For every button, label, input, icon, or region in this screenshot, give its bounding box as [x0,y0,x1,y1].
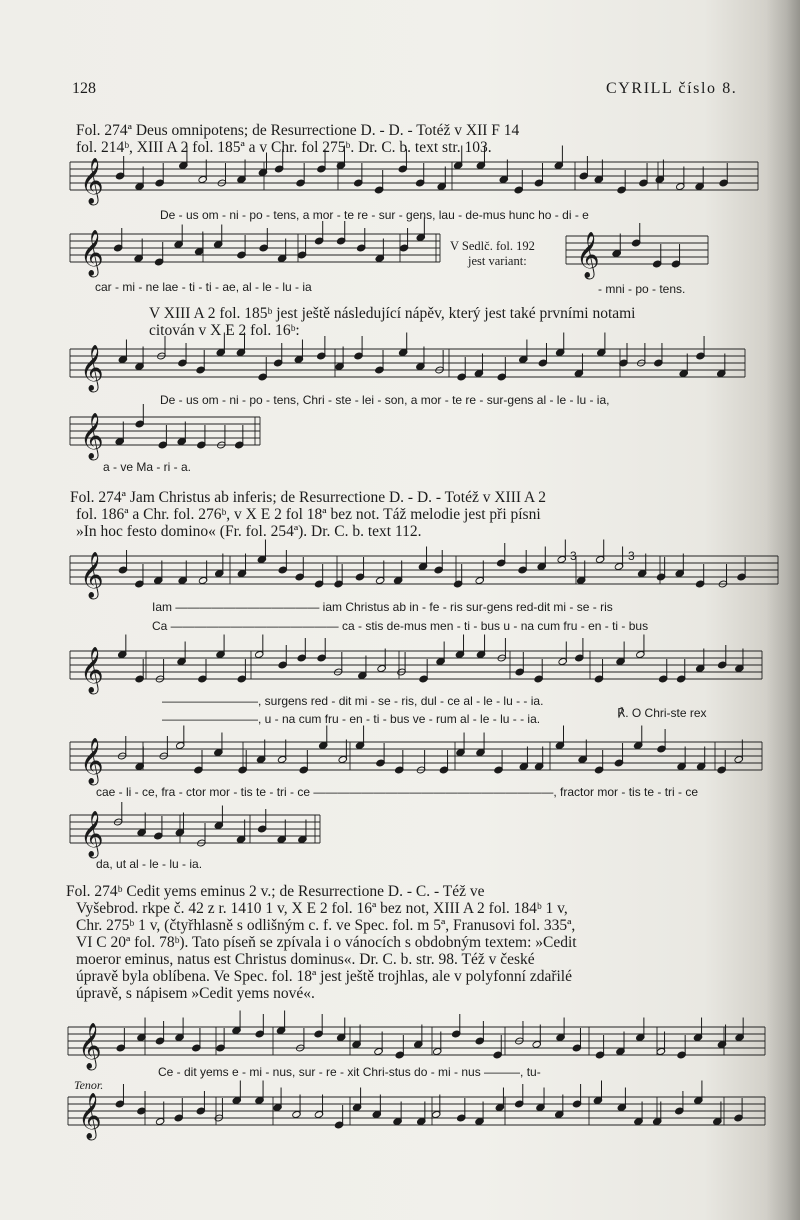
s2-heading-line2: fol. 186ª a Chr. fol. 276ᵇ, v X E 2 fol 18ª bez not. Táž melodie jest při písni [76,506,541,523]
svg-text:𝄞: 𝄞 [80,345,104,391]
variant-note-line1: V Sedlč. fol. 192 [450,239,535,253]
svg-text:𝄞: 𝄞 [80,158,104,204]
s2-heading-line3: »In hoc festo domino« (Fr. fol. 254ª). Dr. C. b. text 112. [76,523,422,540]
tenor-label: Tenor. [74,1078,104,1092]
s3-heading-line7: úpravě, s nápisem »Cedit yems nové«. [76,985,315,1002]
s1-heading-line2: fol. 214ᵇ, XIII A 2 fol. 185ª a v Chr. fol 275ᵇ. Dr. C. b. text str. 103. [76,139,492,156]
svg-text:𝄞: 𝄞 [78,1023,102,1069]
s3-heading-line1: Fol. 274ᵇ Cedit yems eminus 2 v.; de Resurrectione D. - C. - Též ve [66,883,485,900]
running-title: CYRILL číslo 8. [606,80,738,97]
s3-heading-line3: Chr. 275ᵇ 1 v, (čtyřhlasně s odlišným c. f. ve Spec. fol. m 5ª, Franusovi fol. 335ª, [76,917,576,934]
svg-text:𝄞: 𝄞 [80,738,104,784]
svg-text:𝄞: 𝄞 [80,552,104,598]
s3-heading-line6: úpravě byla oblíbena. Ve Spec. fol. 18ª jest ještě trojhlas, ale v polyfonní zdařilé [76,968,572,985]
svg-text:𝄞: 𝄞 [80,647,104,693]
s2-lyrics-line4: da, ut al - le - lu - ia. [96,857,203,871]
s1-lyrics-line2: car - mi - ne lae - ti - ti - ae, al - le - lu - ia [95,280,312,294]
svg-text:𝄞: 𝄞 [80,230,104,276]
s2-lyrics-line1b: Ca —————————————— ca - stis de-mus men - ti - bus u - na cum fru - en - ti - bus [152,619,649,633]
triplet-mark-2: 3 [628,549,635,563]
svg-text:𝄞: 𝄞 [80,413,104,459]
triplet-mark-1: 3 [570,549,577,563]
s1-paragraph-line1: V XIII A 2 fol. 185ᵇ jest ještě následující nápěv, který jest také prvními notami [149,305,636,322]
s1-lyrics-line3: De - us om - ni - po - tens, Chri - ste - lei - son, a mor - te re - sur-gens al - le - lu - ia, [160,393,610,407]
svg-text:𝄞: 𝄞 [576,232,600,278]
variant-note-line2: jest variant: [468,254,527,268]
s2-lyrics-line3: cae - li - ce, fra - ctor mor - tis te - tri - ce ————————————————————, fractor mor - tis te - tri - ce [96,785,699,799]
variant-lyrics: - mni - po - tens. [598,282,686,296]
s1-lyrics-line4: a - ve Ma - ri - a. [103,460,192,474]
response-text: ℟. O Chri-ste rex [617,706,707,720]
s1-paragraph-line2: citován v X E 2 fol. 16ᵇ: [149,322,300,339]
s2-heading-line1: Fol. 274ª Jam Christus ab inferis; de Resurrectione D. - D. - Totéž v XIII A 2 [70,489,547,506]
s3-heading-line2: Vyšebrod. rkpe č. 42 z r. 1410 1 v, X E 2 fol. 16ª bez not, XIII A 2 fol. 184ᵇ 1 v, [76,900,568,917]
s1-lyrics-line1: De - us om - ni - po - tens, a mor - te re - sur - gens, lau - de-mus hunc ho - di - e [160,208,589,222]
s3-lyrics-line1: Ce - dit yems e - mi - nus, sur - re - xit Chri-stus do - mi - nus ———, tu- [158,1065,541,1079]
s3-heading-line4: VI C 20ª fol. 78ᵇ). Tato píseň se zpívala i o vánocích s obdobným textem: »Cedit [76,934,577,951]
page-number: 128 [72,80,96,97]
s2-lyrics-line1a: Iam ———————————— iam Christus ab in - fe - ris sur-gens red-dit mi - se - ris [152,600,613,614]
svg-text:𝄞: 𝄞 [80,811,104,857]
svg-text:𝄞: 𝄞 [78,1093,102,1139]
s3-heading-line5: moeror eminus, natus est Christus dominus«. Dr. C. b. str. 98. Též v české [76,951,535,968]
s2-lyrics-line2a: ————————, surgens red - dit mi - se - ris, dul - ce al - le - lu - - ia. [162,694,544,708]
s2-lyrics-line2b: ————————, u - na cum fru - en - ti - bus ve - rum al - le - lu - - ia. [162,712,541,726]
s1-heading-line1: Fol. 274ª Deus omnipotens; de Resurrectione D. - D. - Totéž v XII F 14 [76,122,520,139]
